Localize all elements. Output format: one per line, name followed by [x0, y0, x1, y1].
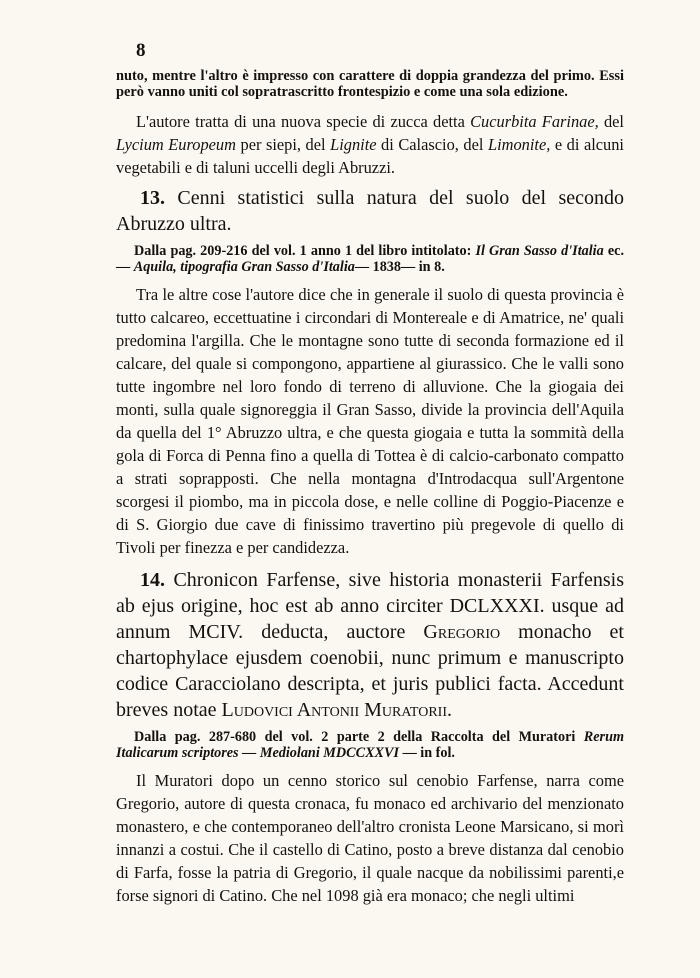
entry-13-number: 13.: [140, 187, 165, 209]
entry-13-title: Cenni statistici sulla natura del suolo del secondo Abruzzo ultra.: [116, 187, 625, 235]
entry-14-body: Il Muratori dopo un cenno storico sul cenobio Farfense, narra come Gregorio, autore di questa cronaca, fu monaco ed archivario del menzionato monastero, e che contemporaneo dell'altro cronista Leone Marsicano, si morì innanzi a costui. Che il castello di Catino, posto a breve distanza dal cenobio di Farfa, fosse la patria di Gregorio, il quale nacque da nobilissimi parenti,e forse signori di Catino. Che nel 1098 già era monaco; che negli ultimi: [116, 771, 624, 905]
italic-lignite: Lignite: [330, 135, 377, 154]
author-muratori: Ludovici Antonii Muratorii: [221, 699, 447, 721]
entry-14-number: 14.: [140, 569, 165, 591]
entry-14-heading: 14. Chronicon Farfense, sive historia monasterii Farfensis ab ejus origine, hoc est ab anno circiter DCLXXXI. usque ad annum MCIV. deducta, auctore Gregorio monacho et chartophylace ejusdem coenobii, nunc primum e manuscripto codice Caracciolano descripta, et juris publici facta. Accedunt breves notae Ludovici Antonii Muratorii.: [116, 569, 625, 721]
entry-13-body: Tra le altre cose l'autore dice che in generale il suolo di questa provincia è tutto calcareo, eccettuatine i circondari di Montereale e di Amatrice, ne' quali predomina l'argilla. Che le montagne sono tutte di seconda formazione ed il calcare, del quale si compongono, appartiene al giurassico. Che le valli sono tutte ingombre nel loro fondo di terreno di alluvione. Che la giogaia dei monti, sulla quale signoreggia il Gran Sasso, divide la provincia dell'Aquila da quella del 1° Abruzzo ultra, e che questa giogaia e tutta la sommità della gola di Forca di Penna fino a quella di Tottea è di calcio-carbonato compatto a strati soprapposti. Che nella montagna d'Introdacqua sull'Argentone scorgesi il piombo, ma in piccola dose, e nelle colline di Poggio-Piacenze e di S. Giorgio due cave di finissimo travertino più pregevole di quello di Tivoli per finezza e per candidezza.: [116, 285, 624, 557]
continuation-paragraph: nuto, mentre l'altro è impresso con carattere di doppia grandezza del primo. Essi però vanno uniti col sopratrascritto frontespizio e come una sola edizione.: [116, 68, 624, 100]
page-number: 8: [136, 40, 146, 61]
italic-cucurbita: Cucurbita Farinae,: [470, 112, 599, 131]
italic-lycium: Lycium Europeum: [116, 135, 236, 154]
paragraph-author-summary: L'autore tratta di una nuova specie di zucca detta Cucurbita Farinae, del Lycium Europeum per siepi, del Lignite di Calascio, del Limonite, e di alcuni vegetabili e di taluni uccelli degli Abruzzi.: [116, 112, 624, 177]
italic-limonite: Limonite,: [487, 135, 551, 154]
author-gregorio: Gregorio: [423, 621, 501, 643]
entry-13-heading: [116, 185, 624, 237]
entry-13-source: Dalla pag. 209-216 del vol. 1 anno 1 del libro intitolato: Il Gran Sasso d'Italia ec. — Aquila, tipografia Gran Sasso d'Italia— 1838— in 8.: [116, 243, 624, 275]
entry-14-source: Dalla pag. 287-680 del vol. 2 parte 2 della Raccolta del Muratori Rerum Italicarum scriptores — Mediolani MDCCXXVI — in fol.: [116, 729, 624, 761]
